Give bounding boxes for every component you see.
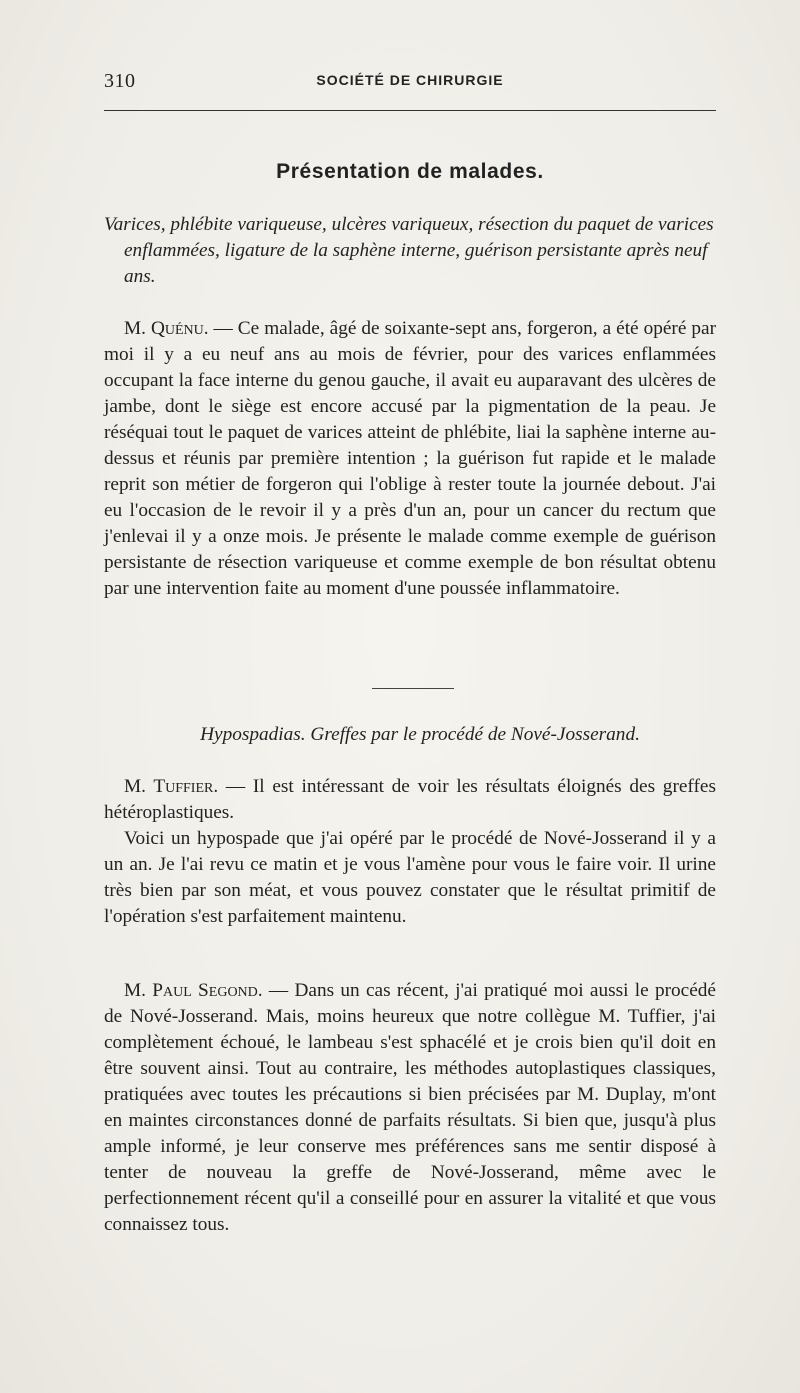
segond-text: — Dans un cas récent, j'ai pratiqué moi aussi le procédé de Nové-Josserand. Mais, moins heureux que notre collègue M. Tuffier, j'ai complètement échoué, le lambeau s'est sphacélé et je crois bien qu'il doit en être souvent ainsi. Tout au contraire, les méthodes autoplastiques classiques, pratiquées avec toutes les précautions si bien précisées par M. Duplay, m'ont en maintes circonstances donné de parfaits résultats. Si bien que, jusqu'à plus ample informé, je leur conserve mes préférences sans me sentir disposé à tenter de nouveau la greffe de Nové-Josserand, même avec le perfectionnement récent qu'il a conseillé pour en assurer la vitalité et que vous connaissez tous. (104, 980, 716, 1235)
tuffier-paragraph-1 (104, 774, 716, 826)
case-1-body (104, 316, 716, 602)
case-1-text: — Ce malade, âgé de soixante-sept ans, forgeron, a été opéré par moi il y a eu neuf ans au mois de février, pour des varices enflammées occupant la face interne du genou gauche, il avait eu auparavant des ulcères de jambe, dont le siège est encore accusé par la pigmentation de la peau. Je réséquai tout le paquet de varices atteint de phlébite, liai la saphène interne au-dessus et réunis par première intention ; la guérison fut rapide et le malade reprit son métier de forgeron qui l'oblige à rester toute la journée debout. J'ai eu l'occasion de le revoir il y a près d'un an, pour un cancer du rectum que j'enlevai il y a onze mois. Je présente le malade comme exemple de guérison persistante de résection variqueuse et comme exemple de bon résultat obtenu par une intervention faite au moment d'une poussée inflammatoire. (104, 318, 716, 599)
speaker-quenu: M. Quénu. (124, 318, 209, 339)
case-2-title: Hypospadias. Greffes par le procédé de Nové-Josserand. (200, 724, 640, 745)
speaker-segond: M. Paul Segond. (124, 980, 263, 1001)
page-header (104, 70, 716, 94)
segond-body (104, 978, 716, 1238)
running-head: SOCIÉTÉ DE CHIRURGIE (316, 72, 504, 88)
case-2-title-block (104, 722, 716, 748)
case-1-title-block (104, 212, 716, 290)
page-number: 310 (104, 70, 136, 92)
tuffier-text-1: — Il est intéressant de voir les résultats éloignés des greffes hétéroplastiques. (104, 776, 716, 823)
case-1-paragraph (104, 316, 716, 602)
header-divider (104, 110, 716, 111)
speaker-tuffier: M. Tuffier. (124, 776, 219, 797)
segond-paragraph (104, 978, 716, 1238)
case-1-title: Varices, phlébite variqueuse, ulcères variqueux, résection du paquet de varices enflammées, ligature de la saphène interne, guérison persistante après neuf ans. (104, 214, 714, 287)
tuffier-paragraph-2: Voici un hypospade que j'ai opéré par le procédé de Nové-Josserand il y a un an. Je l'ai revu ce matin et je vous l'amène pour vous le faire voir. Il urine très bien par son méat, et vous pouvez constater que le résultat primitif de l'opération s'est parfaitement maintenu. (104, 828, 716, 927)
section-title: Présentation de malades. (276, 160, 544, 183)
case-2-body (104, 774, 716, 930)
section-separator (372, 688, 454, 689)
